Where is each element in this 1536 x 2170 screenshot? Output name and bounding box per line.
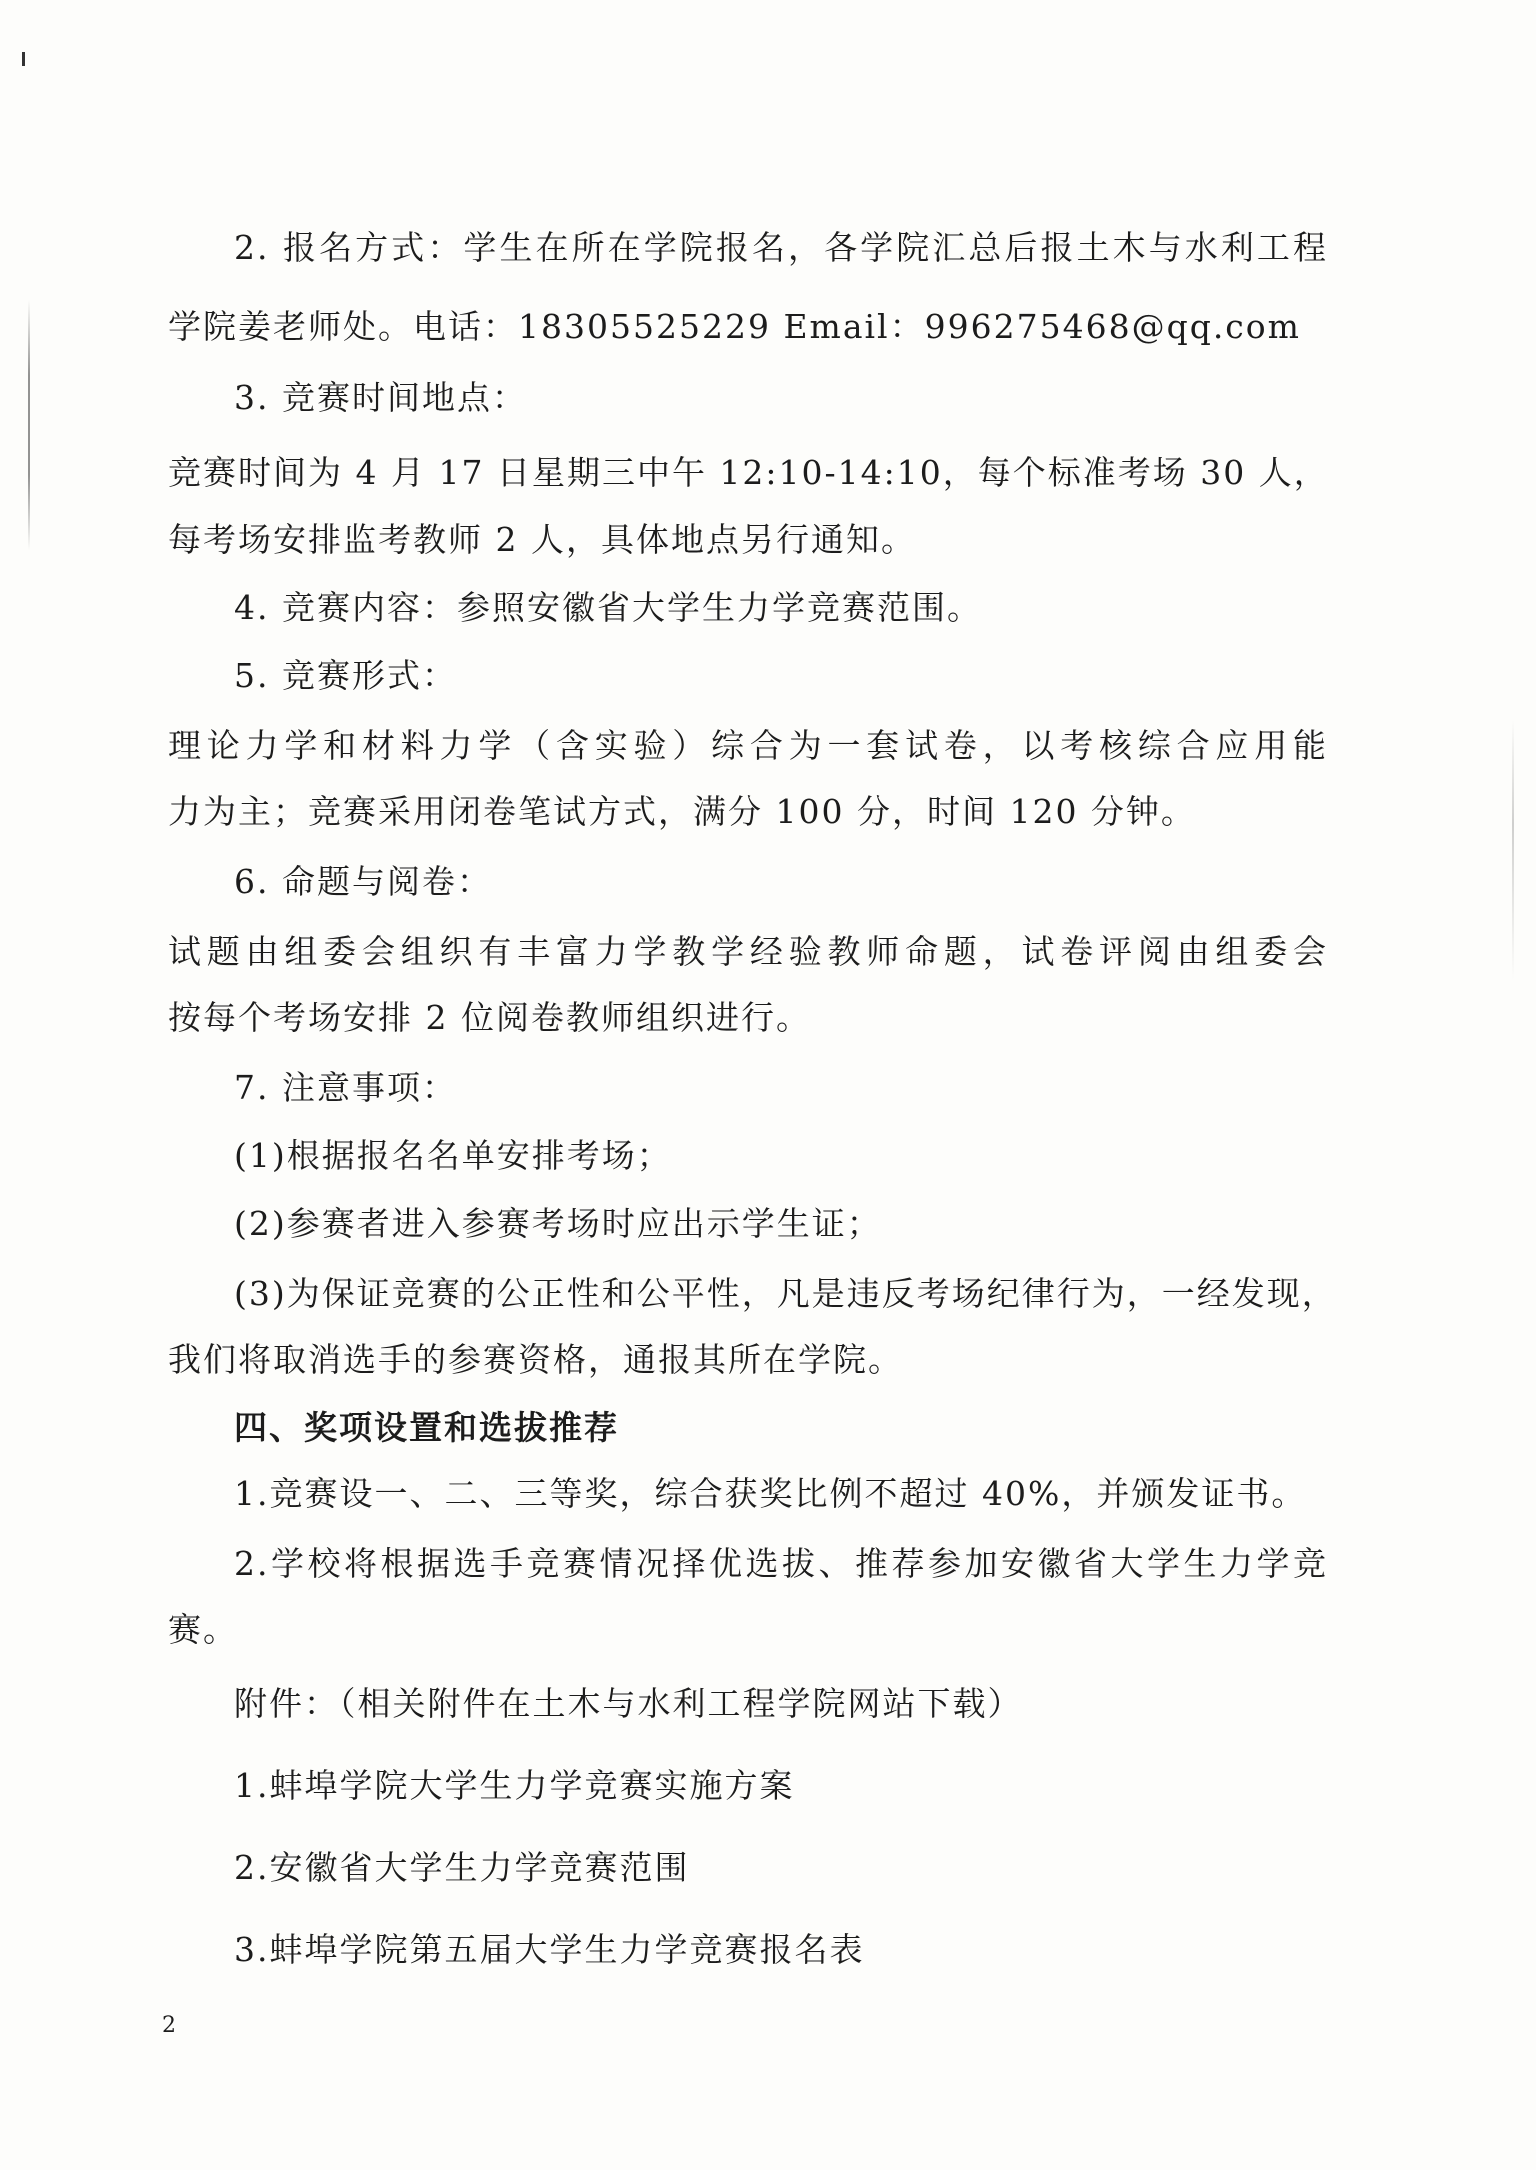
scan-artifact-left-edge (28, 300, 30, 550)
attachments-heading: 附件：（相关附件在土木与水利工程学院网站下载） (234, 1684, 1023, 1723)
note-item-3-line-2: 我们将取消选手的参赛资格，通报其所在学院。 (168, 1340, 903, 1379)
section-heading-grading: 6. 命题与阅卷： (234, 862, 492, 901)
section-heading-awards: 四、奖项设置和选拔推荐 (234, 1408, 619, 1447)
attachment-item-2: 2.安徽省大学生力学竞赛范围 (234, 1848, 690, 1887)
registration-method-line: 2. 报名方式：学生在所在学院报名，各学院汇总后报土木与水利工程 (234, 228, 1328, 267)
awards-item-2-line-2: 赛。 (168, 1610, 238, 1649)
contact-info-line: 学院姜老师处。电话：18305525229 Email：996275468@qq.com (168, 307, 1301, 346)
page-number: 2 (162, 2013, 176, 2038)
content-line: 4. 竞赛内容：参照安徽省大学生力学竞赛范围。 (234, 588, 982, 627)
attachment-item-1: 1.蚌埠学院大学生力学竞赛实施方案 (234, 1766, 795, 1805)
note-item-1: (1)根据报名名单安排考场； (234, 1136, 672, 1175)
section-heading-time-place: 3. 竞赛时间地点： (234, 378, 527, 417)
awards-item-2-line-1: 2.学校将根据选手竞赛情况择优选拔、推荐参加安徽省大学生力学竞 (234, 1544, 1328, 1583)
section-heading-notes: 7. 注意事项： (234, 1068, 457, 1107)
time-place-paragraph-line-1: 竞赛时间为 4 月 17 日星期三中午 12:10-14:10，每个标准考场 30 人， (168, 453, 1329, 492)
scan-artifact-right-edge (1512, 720, 1514, 980)
format-paragraph-line-1: 理论力学和材料力学（含实验）综合为一套试卷，以考核综合应用能 (168, 726, 1328, 765)
attachment-item-3: 3.蚌埠学院第五届大学生力学竞赛报名表 (234, 1930, 865, 1969)
grading-paragraph-line-1: 试题由组委会组织有丰富力学教学经验教师命题，试卷评阅由组委会 (168, 932, 1328, 971)
time-place-paragraph-line-2: 每考场安排监考教师 2 人，具体地点另行通知。 (168, 520, 916, 559)
grading-paragraph-line-2: 按每个考场安排 2 位阅卷教师组织进行。 (168, 998, 811, 1037)
format-paragraph-line-2: 力为主；竞赛采用闭卷笔试方式，满分 100 分，时间 120 分钟。 (168, 792, 1196, 831)
scan-artifact-mark (22, 52, 25, 66)
note-item-3-line-1: (3)为保证竞赛的公正性和公平性，凡是违反考场纪律行为，一经发现， (234, 1274, 1337, 1313)
section-heading-format: 5. 竞赛形式： (234, 656, 457, 695)
awards-item-1: 1.竞赛设一、二、三等奖，综合获奖比例不超过 40%，并颁发证书。 (234, 1474, 1307, 1513)
note-item-2: (2)参赛者进入参赛考场时应出示学生证； (234, 1204, 882, 1243)
